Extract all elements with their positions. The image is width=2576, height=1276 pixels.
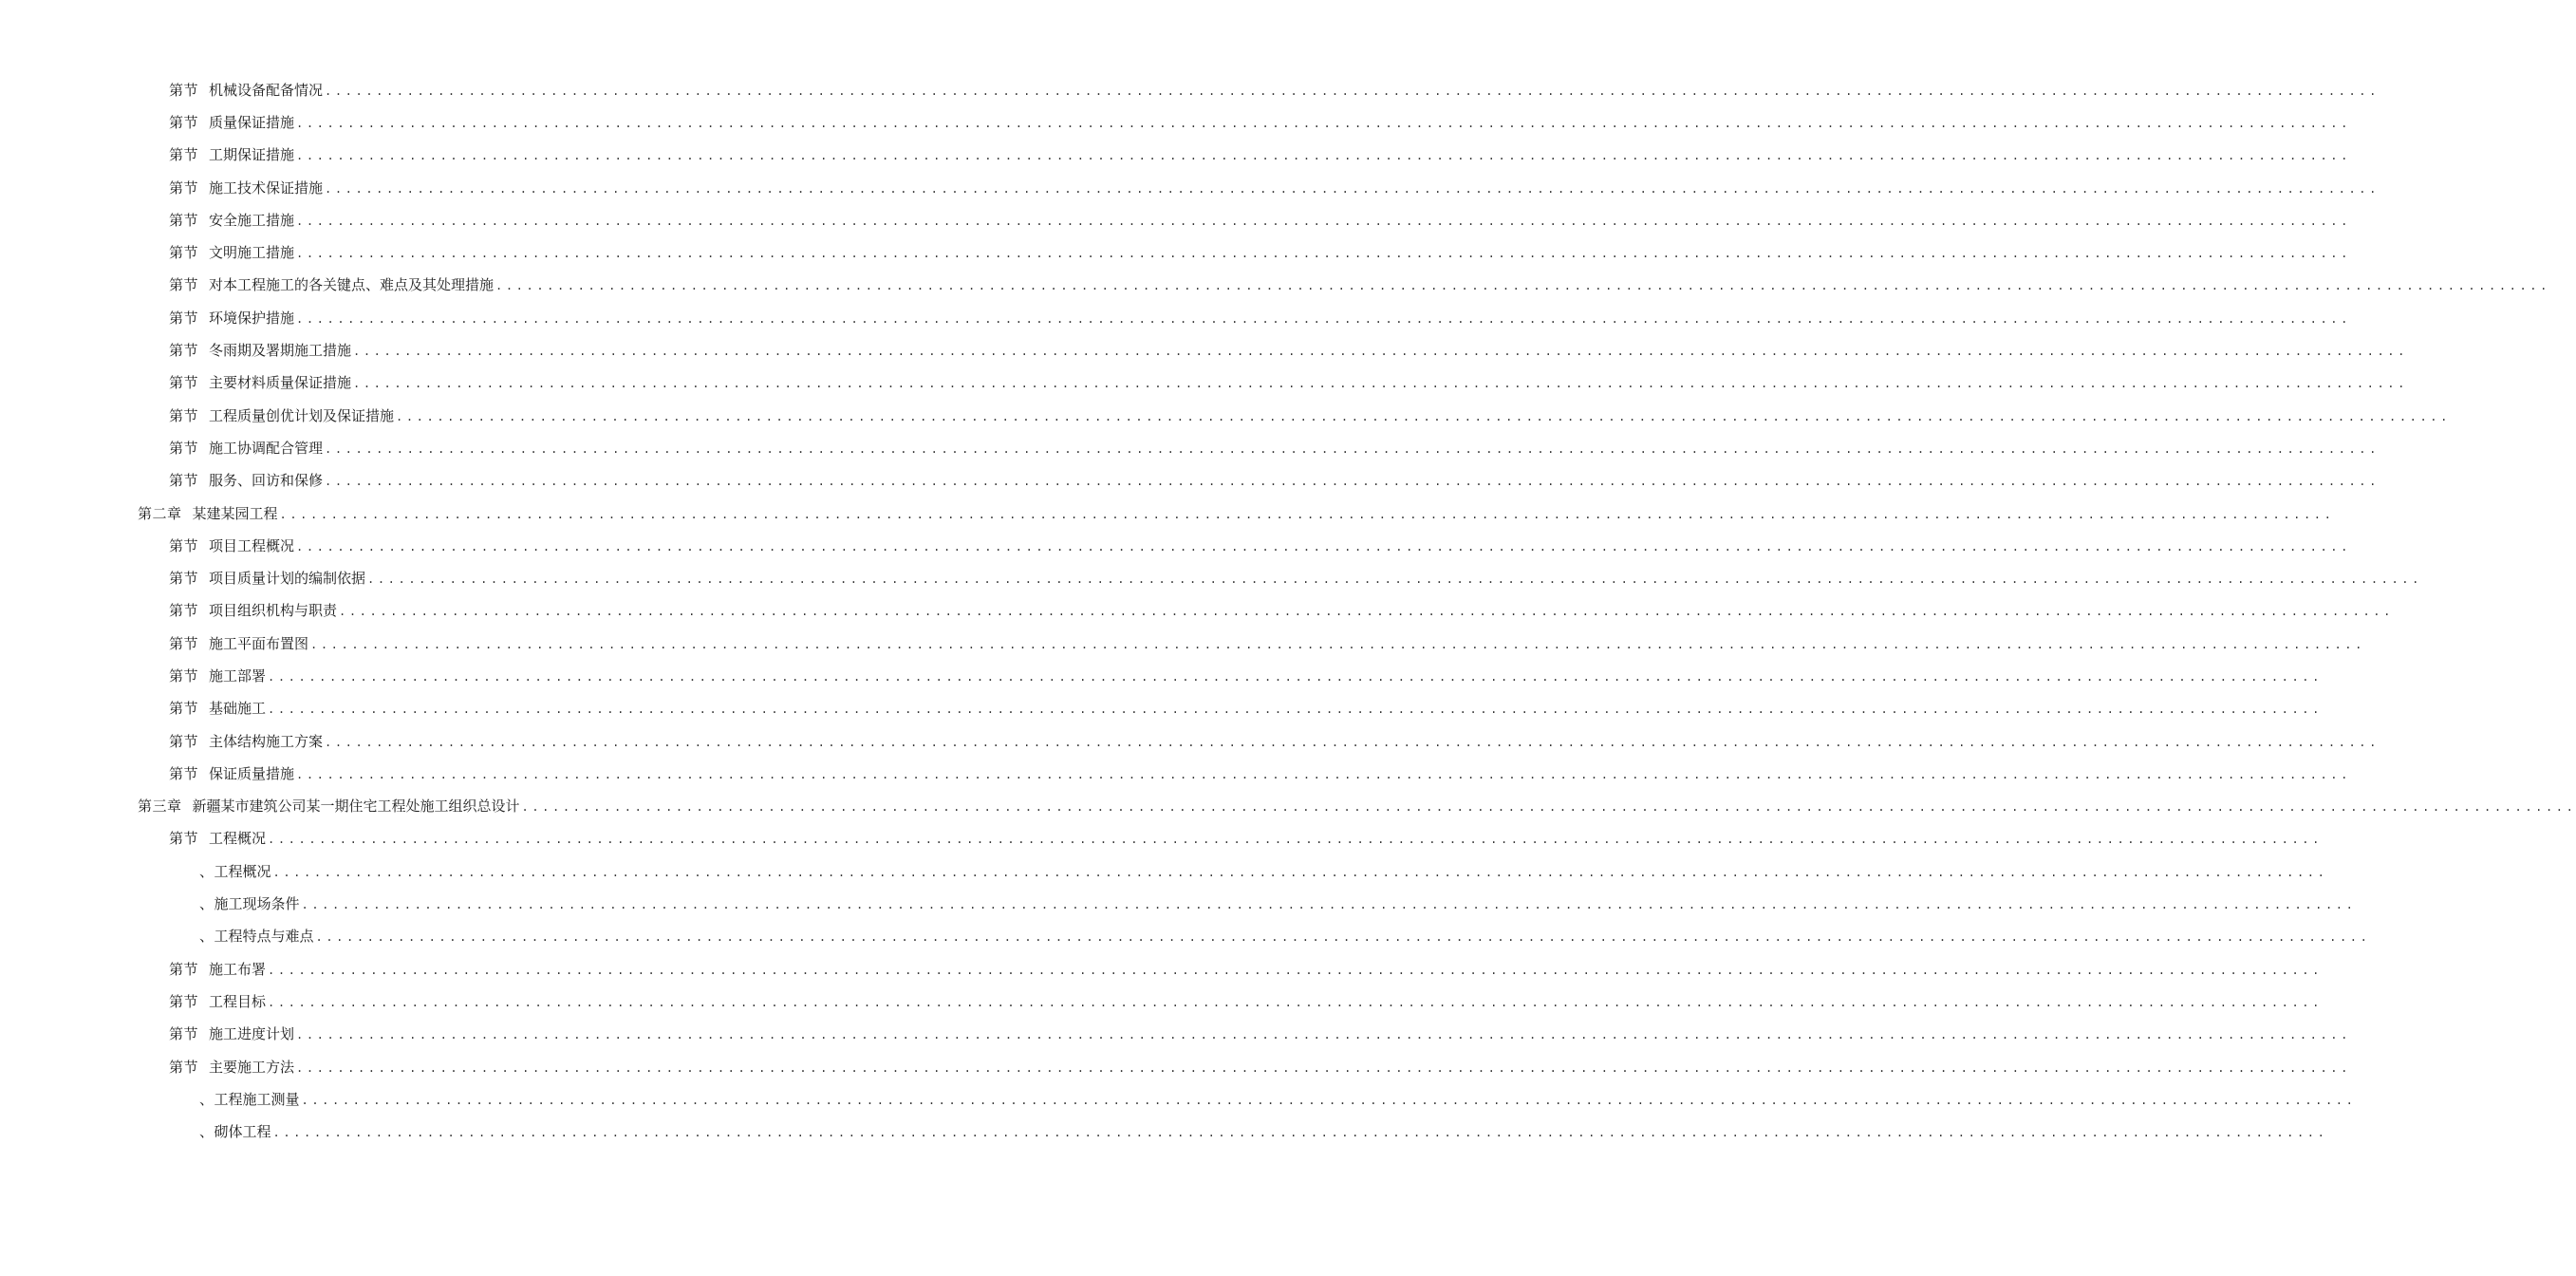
toc-section-entry[interactable] — [0, 171, 2380, 203]
dot-leader: ........................................................................................................................................................................................................ — [325, 475, 2380, 489]
dot-leader: ........................................................................................................................................................................................................ — [279, 507, 2335, 521]
dot-leader: ........................................................................................................................................................................................................ — [325, 84, 2380, 98]
dot-leader: ........................................................................................................................................................................................................ — [268, 995, 2323, 1009]
toc-section-entry[interactable] — [0, 431, 2380, 463]
dot-leader: ........................................................................................................................................................................................................ — [296, 149, 2351, 163]
dot-leader: ........................................................................................................................................................................................................ — [325, 441, 2380, 456]
toc-entry-number: 第节 — [169, 439, 199, 457]
toc-entry-number: 、 — [199, 895, 215, 913]
toc-section-entry[interactable] — [0, 1050, 2351, 1082]
toc-section-entry[interactable] — [0, 757, 2351, 789]
toc-entry-title: 保证质量措施 — [209, 764, 295, 782]
toc-entry-title: 工程质量创优计划及保证措施 — [209, 406, 395, 424]
toc-entry-title: 基础施工 — [209, 700, 267, 718]
toc-section-entry[interactable] — [0, 333, 2408, 366]
toc-section-entry[interactable] — [0, 399, 2451, 431]
toc-entry-title: 工期保证措施 — [209, 146, 295, 164]
toc-entry-number: 第节 — [169, 178, 199, 197]
toc-entry-number: 第节 — [169, 960, 199, 978]
toc-entry-number: 第节 — [169, 764, 199, 782]
toc-entry-title: 机械设备配备情况 — [209, 81, 324, 99]
toc-entry-title: 服务、回访和保修 — [209, 472, 324, 490]
dot-leader: ........................................................................................................................................................................................................ — [325, 735, 2380, 749]
toc-entry-title: 施工现场条件 — [214, 895, 300, 913]
toc-entry-title: 施工协调配合管理 — [209, 439, 324, 457]
toc-section-entry[interactable] — [0, 985, 2323, 1017]
toc-entry-number: 、 — [199, 1090, 215, 1108]
toc-section-entry[interactable] — [0, 724, 2380, 757]
dot-leader: ........................................................................................................................................................................................................ — [301, 898, 2357, 912]
toc-entry-number: 第节 — [169, 634, 199, 652]
toc-section-entry[interactable] — [0, 366, 2408, 399]
toc-section-entry[interactable] — [0, 235, 2351, 268]
toc-entry-title: 项目组织机构与职责 — [209, 602, 338, 620]
toc-entry-number: 第节 — [169, 81, 199, 99]
toc-section-entry[interactable] — [0, 529, 2351, 561]
toc-entry-number: 第节 — [169, 732, 199, 750]
toc-subsection-entry[interactable] — [0, 920, 2371, 952]
toc-entry-title: 质量保证措施 — [209, 113, 295, 131]
toc-entry-number: 第节 — [169, 211, 199, 229]
dot-leader: ........................................................................................................................................................................................................ — [310, 637, 2365, 651]
dot-leader: ........................................................................................................................................................................................................ — [353, 345, 2408, 359]
toc-entry-title: 环境保护措施 — [209, 309, 295, 327]
toc-section-entry[interactable] — [0, 594, 2394, 627]
toc-entry-title: 施工进度计划 — [209, 1025, 295, 1043]
toc-entry-title: 文明施工措施 — [209, 244, 295, 262]
dot-leader: ........................................................................................................................................................................................................ — [272, 865, 2328, 879]
toc-entry-title: 工程特点与难点 — [214, 928, 314, 946]
dot-leader: ........................................................................................................................................................................................................ — [296, 1060, 2351, 1075]
toc-subsection-entry[interactable] — [0, 854, 2328, 887]
dot-leader: ........................................................................................................................................................................................................ — [353, 377, 2408, 391]
toc-section-entry[interactable] — [0, 952, 2323, 985]
toc-section-entry[interactable] — [0, 301, 2351, 333]
dot-leader: ........................................................................................................................................................................................................ — [339, 605, 2394, 619]
toc-entry-number: 第节 — [169, 146, 199, 164]
toc-entry-number: 第节 — [169, 570, 199, 588]
toc-section-entry[interactable] — [0, 822, 2323, 854]
toc-entry-number: 、 — [199, 862, 215, 880]
dot-leader: ........................................................................................................................................................................................................ — [268, 963, 2323, 977]
toc-entry-number: 第节 — [169, 700, 199, 718]
toc-chapter-entry[interactable] — [0, 497, 2335, 529]
dot-leader: ........................................................................................................................................................................................................ — [367, 572, 2422, 587]
toc-entry-number: 第节 — [169, 374, 199, 392]
toc-section-entry[interactable] — [0, 105, 2351, 138]
toc-section-entry[interactable] — [0, 1018, 2351, 1050]
toc-chapter-entry[interactable] — [0, 790, 2576, 822]
toc-entry-title: 工程目标 — [209, 992, 267, 1010]
toc-entry-title: 主体结构施工方案 — [209, 732, 324, 750]
dot-leader: ........................................................................................................................................................................................................ — [296, 311, 2351, 326]
toc-entry-title: 冬雨期及署期施工措施 — [209, 342, 352, 360]
toc-entry-title: 工程概况 — [214, 862, 271, 880]
toc-entry-title: 施工技术保证措施 — [209, 178, 324, 197]
toc-entry-number: 第节 — [169, 113, 199, 131]
toc-section-entry[interactable] — [0, 464, 2380, 497]
toc-entry-number: 第节 — [169, 309, 199, 327]
dot-leader: ........................................................................................................................................................................................................ — [296, 767, 2351, 781]
dot-leader: ........................................................................................................................................................................................................ — [296, 214, 2351, 228]
dot-leader: ........................................................................................................................................................................................................ — [296, 539, 2351, 554]
dot-leader: ........................................................................................................................................................................................................ — [268, 833, 2323, 847]
toc-entry-number: 第节 — [169, 342, 199, 360]
dot-leader: ........................................................................................................................................................................................................ — [495, 279, 2550, 293]
toc-entry-title: 施工部署 — [209, 666, 267, 685]
toc-entry-number: 第节 — [169, 666, 199, 685]
toc-entry-title: 项目工程概况 — [209, 536, 295, 554]
dot-leader: ........................................................................................................................................................................................................ — [272, 1126, 2328, 1140]
toc-entry-title: 主要材料质量保证措施 — [209, 374, 352, 392]
toc-entry-title: 施工平面布置图 — [209, 634, 309, 652]
toc-subsection-entry[interactable] — [0, 1116, 2328, 1148]
toc-subsection-entry[interactable] — [0, 887, 2357, 919]
toc-entry-title: 工程施工测量 — [214, 1090, 300, 1108]
toc-entry-number: 第节 — [169, 472, 199, 490]
toc-entry-number: 第二章 — [138, 504, 182, 522]
toc-entry-title: 砌体工程 — [214, 1123, 271, 1141]
toc-entry-number: 第节 — [169, 830, 199, 848]
toc-entry-title: 安全施工措施 — [209, 211, 295, 229]
toc-entry-number: 第节 — [169, 1058, 199, 1076]
toc-entry-title: 工程概况 — [209, 830, 267, 848]
toc-section-entry[interactable] — [0, 659, 2323, 691]
toc-section-entry[interactable] — [0, 203, 2351, 235]
dot-leader: ........................................................................................................................................................................................................ — [396, 409, 2451, 423]
toc-entry-number: 第三章 — [138, 798, 182, 816]
toc-section-entry[interactable] — [0, 627, 2365, 659]
toc-section-entry[interactable] — [0, 139, 2351, 171]
toc-entry-number: 第节 — [169, 276, 199, 294]
toc-section-entry[interactable] — [0, 692, 2323, 724]
toc-entry-title: 施工布署 — [209, 960, 267, 978]
toc-entry-title: 某建某园工程 — [192, 504, 278, 522]
toc-entry-title: 对本工程施工的各关键点、难点及其处理措施 — [209, 276, 495, 294]
dot-leader: ........................................................................................................................................................................................................ — [268, 669, 2323, 684]
dot-leader: ........................................................................................................................................................................................................ — [268, 703, 2323, 717]
toc-entry-number: 第节 — [169, 406, 199, 424]
toc-entry-number: 第节 — [169, 1025, 199, 1043]
toc-entry-number: 、 — [199, 1123, 215, 1141]
toc-entry-number: 、 — [199, 928, 215, 946]
toc-entry-number: 第节 — [169, 602, 199, 620]
toc-entry-title: 主要施工方法 — [209, 1058, 295, 1076]
toc-section-entry[interactable] — [0, 269, 2550, 301]
table-of-contents — [0, 73, 2576, 1148]
toc-entry-title: 新疆某市建筑公司某一期住宅工程处施工组织总设计 — [192, 798, 520, 816]
dot-leader: ........................................................................................................................................................................................................ — [296, 1028, 2351, 1042]
dot-leader: ........................................................................................................................................................................................................ — [325, 181, 2380, 196]
toc-section-entry[interactable] — [0, 73, 2380, 105]
dot-leader: ........................................................................................................................................................................................................ — [315, 930, 2371, 945]
toc-subsection-entry[interactable] — [0, 1082, 2357, 1115]
toc-section-entry[interactable] — [0, 561, 2422, 593]
toc-entry-title: 项目质量计划的编制依据 — [209, 570, 366, 588]
dot-leader: ........................................................................................................................................................................................................ — [521, 800, 2576, 815]
toc-entry-number: 第节 — [169, 992, 199, 1010]
toc-entry-number: 第节 — [169, 536, 199, 554]
dot-leader: ........................................................................................................................................................................................................ — [301, 1093, 2357, 1107]
toc-entry-number: 第节 — [169, 244, 199, 262]
dot-leader: ........................................................................................................................................................................................................ — [296, 116, 2351, 130]
dot-leader: ........................................................................................................................................................................................................ — [296, 247, 2351, 261]
